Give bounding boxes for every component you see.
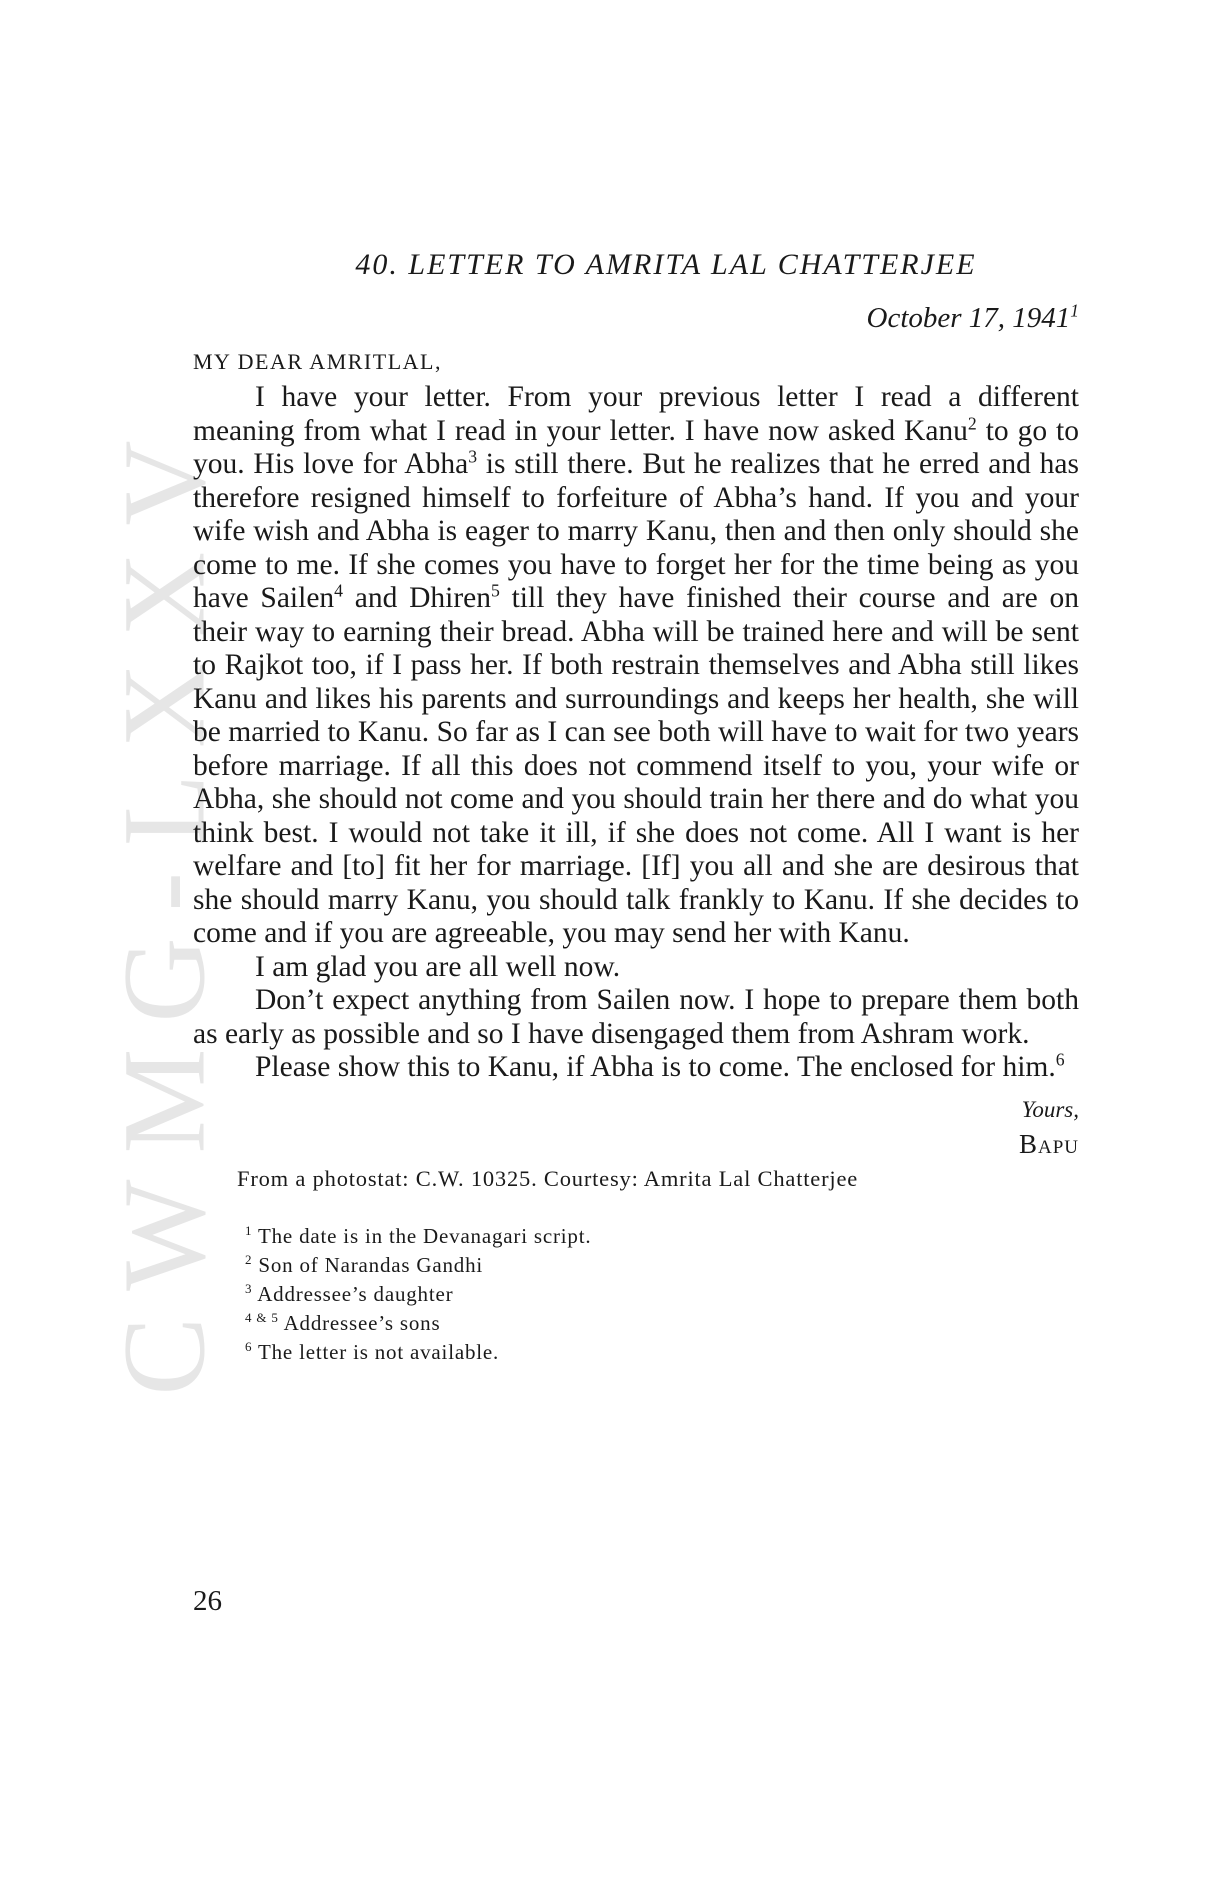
footnote: $^3$ Addressee’s daughter xyxy=(245,1280,454,1306)
date-text: October 17, 1941 xyxy=(866,302,1071,334)
letter-body xyxy=(193,381,1079,1085)
footnote: $^2$ Son of Narandas Gandhi xyxy=(245,1251,484,1277)
footnote: $^{4 \& 5}$ Addressee’s sons xyxy=(245,1309,441,1335)
footnote-ref: 3 xyxy=(468,446,478,467)
signature: Bapu xyxy=(1018,1128,1079,1159)
footnote-ref: 5 xyxy=(491,580,500,601)
footnote: $^6$ The letter is not available. xyxy=(245,1338,500,1364)
paragraph: Don’t expect anything from Sailen now. I hope to prepare them both as early as possible and so I have disengaged them from Ashram work. xyxy=(193,984,1079,1050)
footnote-ref: 6 xyxy=(1055,1049,1065,1070)
paragraph: I have your letter. From your previous letter I read a different meaning from what I read in your letter. I have now asked Kanu$^2$ to go to you. His love for Abha$^3$ is still there. But he realizes that he erred and has therefore resigned himself to forfeiture of Abha’s hand. If you and your wife wish and Abha is eager to marry Kanu, then and then only should she come to me. If she comes you have to forget her for the time being as you have Sailen$^4$ and Dhiren$^5$ till they have finished their course and are on their way to earning their bread. Abha will be trained here and will be sent to Rajkot too, if I pass her. If both restrain themselves and Abha still likes Kanu and likes his parents and surroundings and keeps her health, she will be married to Kanu. So far as I can see both will have to wait for two years before marriage. If all this does not commend itself to you, your wife or Abha, she should not come and you should train her there and do what you think best. I would not take it ill, if she does not come. All I want is her welfare and [to] fit her for marriage. [If] you all and she are desirous that she should marry Kanu, you should talk frankly to Kanu. If she decides to come and if you are agreeable, you may send her with Kanu. xyxy=(193,381,1080,949)
salutation: MY DEAR AMRITLAL, xyxy=(193,349,442,374)
footnotes xyxy=(193,1222,1079,1367)
watermark-text: CWMG-LXXV xyxy=(99,414,230,1396)
footnote: $^1$ The date is in the Devanagari script. xyxy=(245,1222,592,1248)
source-note: From a photostat: C.W. 10325. Courtesy: Amrita Lal Chatterjee xyxy=(237,1165,859,1191)
document-page xyxy=(193,248,1079,1367)
paragraph: Please show this to Kanu, if Abha is to come. The enclosed for him.$^6$ xyxy=(255,1049,1065,1083)
footnote-ref: 4 xyxy=(334,580,344,601)
page-number: 26 xyxy=(193,1585,222,1617)
letter-title: 40. LETTER TO AMRITA LAL CHATTERJEE xyxy=(355,248,977,281)
closing: Yours, xyxy=(1021,1096,1079,1122)
footnote-ref: 2 xyxy=(967,412,977,433)
signature-block xyxy=(193,1097,1079,1160)
paragraph: I am glad you are all well now. xyxy=(255,950,621,983)
footnote-ref: 1 xyxy=(1070,300,1079,321)
letter-date xyxy=(193,302,1079,335)
